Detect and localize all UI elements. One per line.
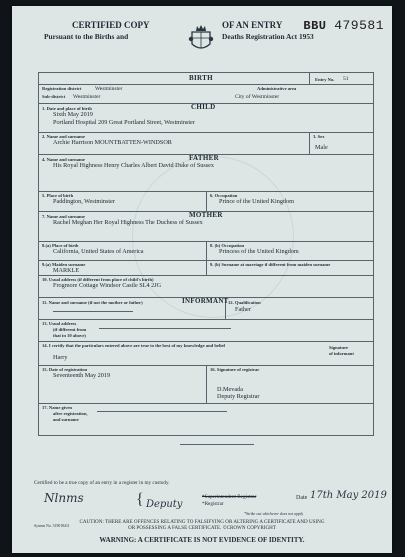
child-heading: CHILD — [191, 103, 216, 111]
f7-value: Rachel Meghan Her Royal Highness The Duchess of Sussex — [53, 219, 203, 226]
f12-label: 12. Qualification — [228, 300, 261, 305]
f4-value: His Royal Highness Henry Charles Albert David Duke of Sussex — [53, 162, 215, 169]
f7-label: 7. Name and surname — [42, 214, 85, 219]
official-signature: Nlnms — [44, 491, 84, 505]
child-row-2 — [39, 132, 373, 155]
divider-line — [180, 444, 254, 445]
date-handwritten: 17th May 2019 — [310, 490, 387, 501]
f14-signature: Harry — [53, 354, 68, 361]
registration-details-row — [39, 365, 373, 404]
mother-row-1 — [39, 211, 373, 242]
entry-no-value: 51 — [343, 75, 349, 82]
f2-label: 2. Name and surname — [42, 134, 85, 139]
date-label: Date — [296, 495, 308, 501]
sub-district-label: Sub-district — [42, 94, 66, 99]
brace: { — [136, 491, 144, 508]
f8a-value: California, United States of America — [53, 248, 144, 255]
father-row-1 — [39, 154, 373, 192]
f16-label: 16. Signature of registrar — [210, 367, 260, 372]
f10-label: 10. Usual address (if different from place of child's birth) — [42, 277, 154, 282]
f12-value: Father — [235, 306, 251, 313]
f4-label: 4. Name and surname — [42, 157, 85, 162]
f14-sig-label-1: Signature — [329, 345, 349, 350]
reg-district-value: Westminster — [95, 85, 123, 92]
entry-no-label: Entry No. — [315, 76, 335, 82]
deputy-handwritten: Deputy — [146, 499, 183, 510]
f13-label-3: that in 10 above) — [53, 333, 86, 338]
f17-label-1: 17. Name given — [42, 405, 72, 410]
f6-label: 6. Occupation — [210, 193, 238, 198]
f17-label-3: and surname — [53, 417, 79, 422]
superintendent-registrar: *Superintendent Registrar — [202, 494, 257, 500]
f9b-label: 9. (b) Surname at marriage if different from maiden surname — [210, 262, 331, 267]
f1-label: 1. Date and place of birth — [42, 106, 92, 111]
admin-area-label: Administrative area — [257, 86, 297, 91]
f8a-label: 8.(a) Place of birth — [42, 243, 79, 248]
f16-value-2: Deputy Registrar — [217, 393, 260, 400]
header-right-title: OF AN ENTRY — [222, 20, 283, 30]
f6-value: Prince of the United Kingdom — [219, 198, 294, 205]
f13-label-2: (if different from — [53, 327, 87, 332]
f11-label: 11. Name and surname (if not the mother or father) — [42, 300, 143, 305]
caution-line-1: CAUTION: THERE ARE OFFENCES RELATING TO FALSIFYING OR ALTERING A CERTIFICATE AND USING — [79, 519, 325, 525]
sub-district-value: Westminster — [73, 93, 101, 100]
registrar: *Registrar — [202, 501, 224, 507]
strike-note: *Strike out whichever does not apply — [244, 511, 304, 516]
informant-row-2 — [39, 319, 373, 342]
admin-area-value: City of Westminster — [235, 93, 280, 100]
informant-heading: INFORMANT — [182, 297, 229, 305]
f16-value-1: D.Mevada — [217, 386, 243, 393]
mother-heading: MOTHER — [189, 211, 223, 219]
header-right-subtitle: Deaths Registration Act 1953 — [222, 32, 314, 41]
name-after-registration-row — [39, 403, 373, 435]
f9a-label: 9.(a) Maiden surname — [42, 262, 86, 267]
form-title: BIRTH — [189, 74, 213, 82]
serial-digits: 479581 — [334, 18, 384, 33]
header-left-subtitle: Pursuant to the Births and — [44, 32, 129, 41]
f8b-label: 8. (b) Occupation — [210, 243, 245, 248]
child-row-1 — [39, 103, 373, 133]
f15-value: Seventeenth May 2019 — [53, 372, 111, 379]
f9a-value: MARKLE — [53, 267, 80, 274]
f14-sig-label-2: of informant — [329, 351, 354, 356]
f3-value: Male — [315, 144, 328, 151]
address-row — [39, 275, 373, 298]
f2-value: Archie Harrison MOUNTBATTEN-WINDSOR — [53, 139, 172, 146]
f13-label: 13. Usual address — [42, 321, 77, 326]
mother-row-3 — [39, 260, 373, 276]
informant-row-3 — [39, 341, 373, 366]
f3-label: 3. Sex — [313, 134, 325, 139]
caution-line-2: OR POSSESSING A FALSE CERTIFICATE. ©CROWN COPYRIGHT — [128, 525, 276, 531]
reg-district-label: Registration district — [42, 86, 82, 91]
registration-row — [39, 84, 373, 104]
f17-label-2: after registration, — [53, 411, 88, 416]
father-heading: FATHER — [189, 154, 219, 162]
serial-prefix: BBU — [303, 19, 327, 33]
system-number: System No. 519018411 — [34, 524, 70, 528]
f5-label: 5. Place of birth — [42, 193, 74, 198]
serial-number — [303, 18, 384, 33]
mother-row-2 — [39, 241, 373, 261]
f5-value: Paddington, Westminster — [53, 198, 115, 205]
certificate-paper — [12, 6, 392, 553]
identity-warning: WARNING: A CERTIFICATE IS NOT EVIDENCE OF IDENTITY. — [99, 536, 305, 544]
informant-row-1 — [39, 297, 373, 320]
certified-text: Certified to be a true copy of an entry in a register in my custody. — [34, 480, 170, 486]
royal-crest-icon — [188, 22, 214, 54]
f15-label: 15. Date of registration — [42, 367, 88, 372]
father-row-2 — [39, 191, 373, 212]
f14-label: 14. I certify that the particulars entered above are true to the best of my knowledge and belief — [42, 343, 226, 348]
f10-value: Frogmore Cottage Windsor Castle SL4 2JG — [53, 282, 162, 289]
birth-entry-form — [38, 72, 374, 436]
f8b-value: Princess of the United Kingdom — [219, 248, 299, 255]
f1-place: Portland Hospital 209 Great Portland Street, Westminster — [53, 119, 195, 126]
header-left-title: CERTIFIED COPY — [72, 20, 150, 30]
f1-date: Sixth May 2019 — [53, 111, 93, 118]
